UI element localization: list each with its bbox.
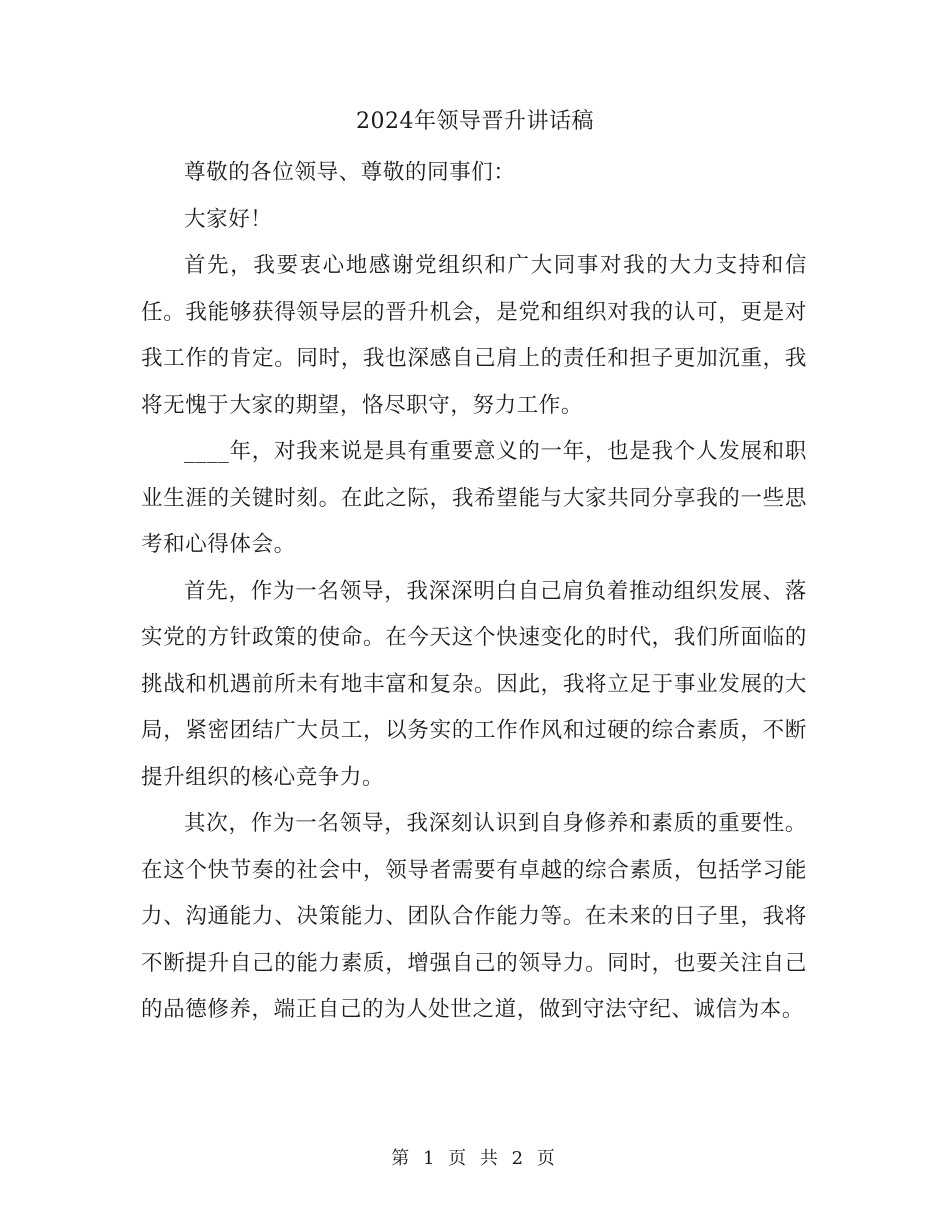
greeting: 大家好！ — [184, 206, 273, 232]
document-body — [141, 150, 807, 1034]
salutation: 尊敬的各位领导、尊敬的同事们： — [184, 160, 516, 185]
page-number-footer: 第 1 页 共 2 页 — [391, 1148, 559, 1169]
document-title: 2024年领导晋升讲话稿 — [356, 109, 594, 134]
paragraph-thanks: 首先，我要衷心地感谢党组织和广大同事对我的大力支持和信任。我能够获得领导层的晋升机会，是党和组织对我的认可，更是对我工作的肯定。同时，我也深感自己肩上的责任和担子更加沉重，我将无愧于大家的期望，恪尽职守，努力工作。 — [141, 253, 807, 418]
paragraph-cultivation: 其次，作为一名领导，我深刻认识到自身修养和素质的重要性。在这个快节奏的社会中，领导者需要有卓越的综合素质，包括学习能力、沟通能力、决策能力、团队合作能力等。在未来的日子里，我将不断提升自己的能力素质，增强自己的领导力。同时，也要关注自己的品德修养，端正自己的为人处世之道，做到守法守纪、诚信为本。 — [141, 811, 807, 1022]
paragraph-mission: 首先，作为一名领导，我深深明白自己肩负着推动组织发展、落实党的方针政策的使命。在今天这个快速变化的时代，我们所面临的挑战和机遇前所未有地丰富和复杂。因此，我将立足于事业发展的大局，紧密团结广大员工，以务实的工作作风和过硬的综合素质，不断提升组织的核心竞争力。 — [141, 578, 807, 790]
paragraph-year: ____年，对我来说是具有重要意义的一年，也是我个人发展和职业生涯的关键时刻。在此之际，我希望能与大家共同分享我的一些思考和心得体会。 — [141, 439, 807, 557]
